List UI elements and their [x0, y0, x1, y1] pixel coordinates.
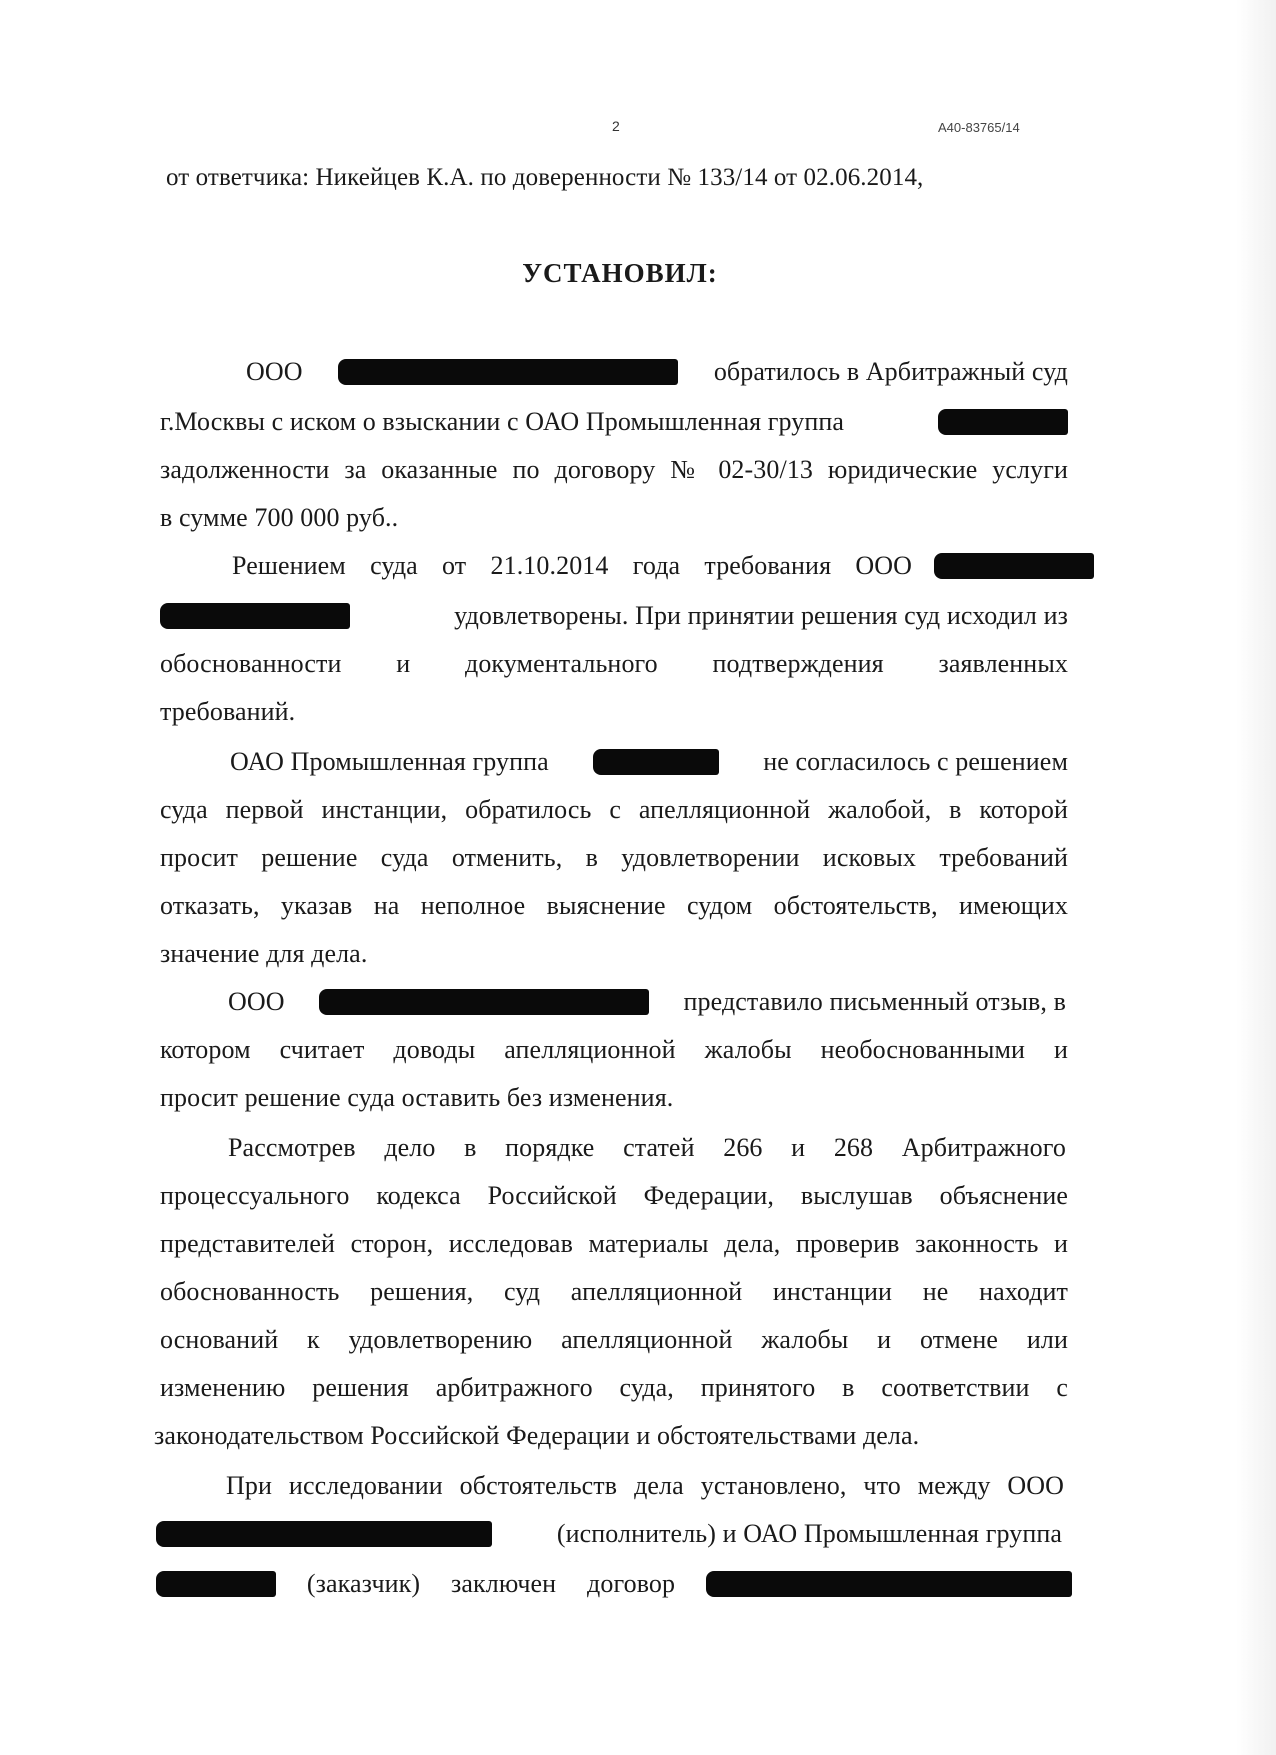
text-fragment: (исполнитель) и ОАО Промышленная группа [556, 1519, 1062, 1548]
text-fragment: заключен [451, 1569, 557, 1598]
text-fragment: Решением суда от 21.10.2014 года требования ООО [232, 551, 912, 580]
redaction-block [593, 749, 719, 775]
paragraph-5-line-4: обоснованность решения, суд апелляционной инстанции не находит [160, 1277, 1068, 1306]
paragraph-1-line-4: в сумме 700 000 руб.. [160, 503, 399, 532]
representative-line: от ответчика: Никейцев К.А. по доверенности № 133/14 от 02.06.2014, [166, 164, 924, 191]
paragraph-3-line-3: просит решение суда отменить, в удовлетворении исковых требований [160, 843, 1068, 872]
redaction-block [938, 409, 1068, 435]
paragraph-1-line-1 [246, 356, 1068, 388]
redaction-block [934, 553, 1094, 579]
paragraph-3-line-5: значение для дела. [160, 939, 368, 968]
paragraph-5-line-5: оснований к удовлетворению апелляционной жалобы и отмене или [160, 1325, 1068, 1354]
page-number: 2 [612, 118, 620, 134]
paragraph-3-line-1 [230, 746, 1068, 778]
redaction-block [319, 989, 649, 1015]
paragraph-2-line-4: требований. [160, 697, 296, 726]
paragraph-5-line-3: представителей сторон, исследовав материалы дела, проверив законность и [160, 1229, 1068, 1258]
redaction-block [156, 1571, 276, 1597]
page-edge-shadow [1236, 0, 1276, 1755]
org-prefix: ООО [228, 987, 285, 1016]
redaction-block [156, 1521, 492, 1547]
paragraph-5-line-7: законодательством Российской Федерации и обстоятельствами дела. [154, 1421, 920, 1450]
text-fragment: договор [587, 1569, 676, 1598]
paragraph-4-line-2: котором считает доводы апелляционной жалобы необоснованными и [160, 1035, 1068, 1064]
paragraph-2-line-2 [160, 600, 1068, 632]
paragraph-5-line-1: Рассмотрев дело в порядке статей 266 и 268 Арбитражного [228, 1133, 1066, 1162]
paragraph-3-line-2: суда первой инстанции, обратилось с апелляционной жалобой, в которой [160, 795, 1068, 824]
text-fragment: обратилось в Арбитражный суд [713, 357, 1068, 386]
redaction-block [160, 603, 350, 629]
text-fragment: удовлетворены. При принятии решения суд исходил из [454, 601, 1068, 630]
redaction-block [706, 1571, 1072, 1597]
text-fragment: (заказчик) [306, 1569, 421, 1598]
paragraph-1-line-3: задолженности за оказанные по договору № 02-30/13 юридические услуги [160, 455, 1068, 484]
paragraph-5-line-6: изменению решения арбитражного суда, принятого в соответствии с [160, 1373, 1068, 1402]
paragraph-6-line-1: При исследовании обстоятельств дела установлено, что между ООО [226, 1471, 1064, 1500]
text-fragment: г.Москвы с иском о взыскании с ОАО Промышленная группа [160, 407, 845, 436]
case-number: А40-83765/14 [938, 120, 1020, 135]
paragraph-4-line-1 [228, 986, 1066, 1018]
paragraph-6-line-3 [156, 1568, 1072, 1600]
paragraph-2-line-3: обоснованности и документального подтверждения заявленных [160, 649, 1068, 678]
text-fragment: представило письменный отзыв, в [683, 987, 1066, 1016]
text-fragment: не согласилось с решением [763, 747, 1068, 776]
paragraph-1-line-2 [160, 406, 1068, 438]
paragraph-4-line-3: просит решение суда оставить без изменения. [160, 1083, 674, 1112]
paragraph-5-line-2: процессуального кодекса Российской Федерации, выслушав объяснение [160, 1181, 1068, 1210]
org-prefix: ООО [246, 357, 303, 386]
text-fragment: ОАО Промышленная группа [230, 747, 549, 776]
paragraph-6-line-2 [156, 1518, 1062, 1550]
redaction-block [338, 359, 678, 385]
paragraph-2-line-1 [232, 550, 1094, 582]
paragraph-3-line-4: отказать, указав на неполное выяснение судом обстоятельств, имеющих [160, 891, 1068, 920]
section-heading: УСТАНОВИЛ: [522, 258, 718, 288]
